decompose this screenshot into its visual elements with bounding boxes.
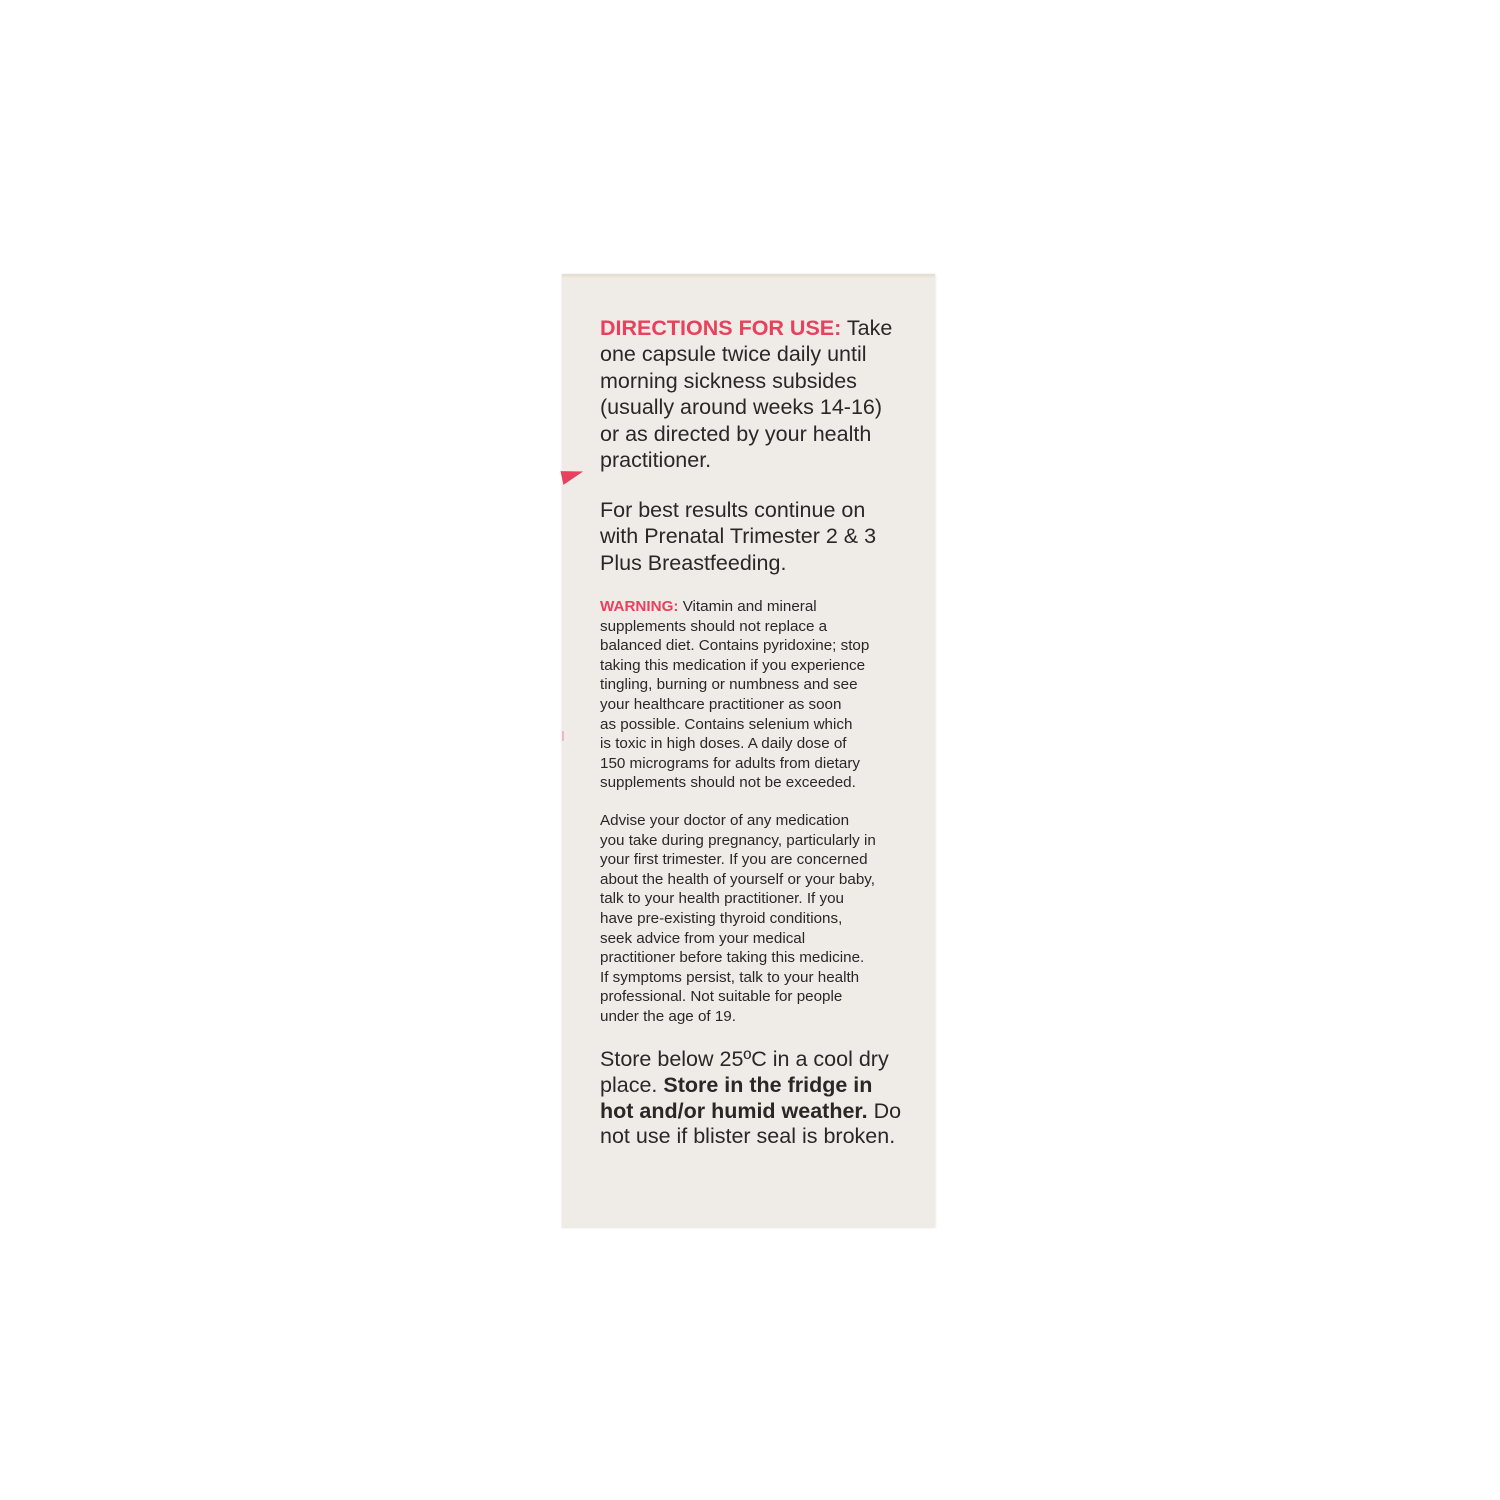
warning-line-3: balanced diet. Contains pyridoxine; stop [600,637,870,655]
warning-line-1 [600,597,910,617]
best-results-line-2: with Prenatal Trimester 2 & 3 [600,524,877,549]
best-results-line-3: Plus Breastfeeding. [600,550,787,575]
advise-line-7: seek advice from your medical [600,929,806,947]
advise-line-1: Advise your doctor of any medication [600,812,850,829]
advise-section [600,811,910,1027]
advise-line-3: your first trimester. If you are concerned [600,851,868,869]
pink-graphic-mark [561,467,585,485]
storage-line-1: Store below 25ºC in a cool dry [600,1047,889,1071]
package-side-panel [562,274,935,1228]
advise-line-8: practitioner before taking this medicine. [600,949,865,967]
warning-text: Vitamin and mineral [682,598,817,615]
storage-fridge-notice: Store in the fridge in [663,1072,873,1097]
directions-section [600,315,910,473]
storage-line-2-normal: place. [600,1072,658,1097]
pink-graphic-fragment [562,731,564,741]
directions-line-4: (usually around weeks 14-16) [600,395,883,420]
advise-line-9: If symptoms persist, talk to your health [600,968,860,986]
advise-line-11: under the age of 19. [600,1007,736,1025]
storage-line-3 [600,1099,910,1125]
storage-line-2 [600,1073,910,1099]
directions-line-5: or as directed by your health [600,421,872,446]
storage-line-3-normal: Do [873,1098,902,1123]
storage-line-4: not use if blister seal is broken. [600,1124,896,1149]
storage-humid-notice: hot and/or humid weather. [600,1098,868,1123]
panel-top-edge [562,275,935,278]
warning-line-4: taking this medication if you experience [600,656,866,674]
warning-line-9: 150 micrograms for adults from dietary [600,754,860,772]
warning-heading: WARNING: [600,598,679,615]
advise-line-4: about the health of yourself or your baby, [600,870,875,888]
warning-line-6: your healthcare practitioner as soon [600,695,842,713]
storage-section [600,1047,910,1150]
advise-line-5: talk to your health practitioner. If you [600,890,844,908]
directions-line-2: one capsule twice daily until [600,342,867,367]
warning-line-5: tingling, burning or numbness and see [600,676,858,694]
warning-line-8: is toxic in high doses. A daily dose of [600,735,847,753]
directions-line-6: practitioner. [600,448,712,473]
directions-line-3: morning sickness subsides [600,368,857,393]
advise-line-10: professional. Not suitable for people [600,988,843,1006]
advise-line-6: have pre-existing thyroid conditions, [600,909,843,927]
directions-text: Take [846,316,893,340]
directions-line-1 [600,315,910,341]
warning-line-2: supplements should not replace a [600,617,828,635]
best-results-line-1: For best results continue on [600,498,866,522]
advise-line-2: you take during pregnancy, particularly in [600,831,876,849]
warning-line-10: supplements should not be exceeded. [600,774,856,792]
warning-section [600,597,910,793]
directions-heading: DIRECTIONS FOR USE: [600,316,842,340]
warning-line-7: as possible. Contains selenium which [600,715,853,733]
best-results-section [600,497,910,576]
